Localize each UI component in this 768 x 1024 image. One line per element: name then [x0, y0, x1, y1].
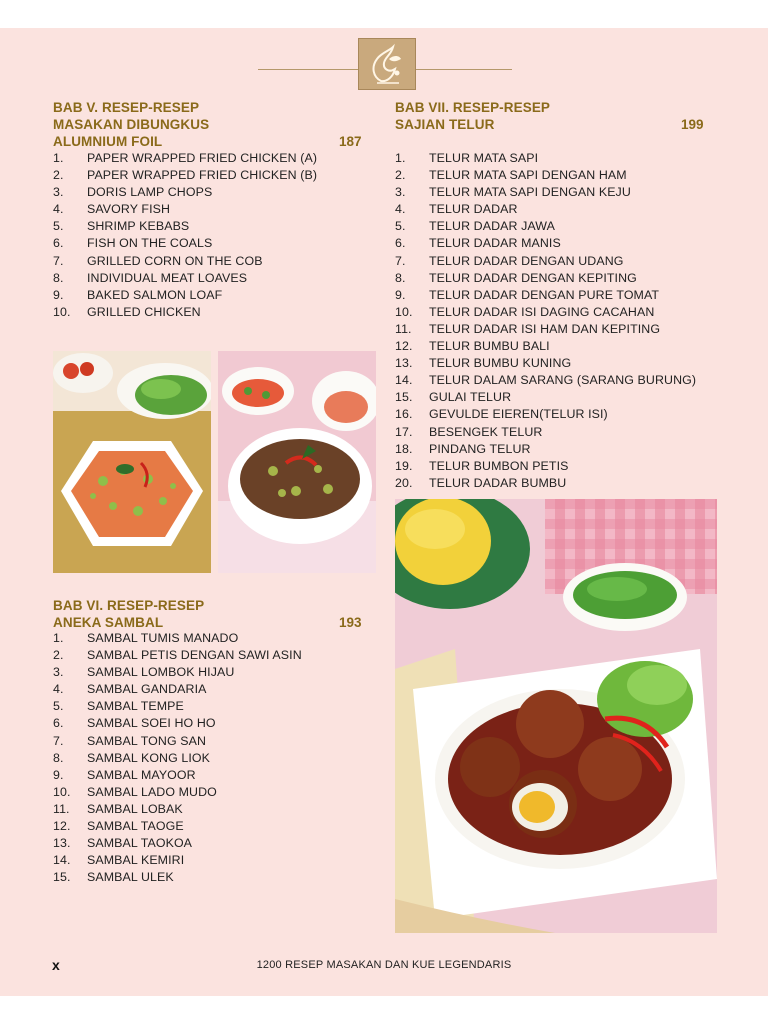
recipe-item [53, 218, 373, 235]
recipe-name: SAMBAL TAOKOA [87, 836, 193, 851]
chapter-v-title-line: BAB V. RESEP-RESEP [53, 100, 200, 115]
recipe-name: SAMBAL PETIS DENGAN SAWI ASIN [87, 648, 302, 663]
recipe-item [53, 150, 373, 167]
recipe-number: 3. [53, 185, 64, 200]
chapter-vi-title-line: BAB VI. RESEP-RESEP [53, 598, 205, 613]
recipe-number: 2. [395, 168, 406, 183]
recipe-item [395, 235, 725, 252]
recipe-number: 20. [395, 475, 413, 490]
recipe-name: INDIVIDUAL MEAT LOAVES [87, 270, 248, 285]
recipe-name: SAVORY FISH [87, 202, 171, 217]
recipe-number: 5. [53, 219, 64, 234]
recipe-name: SAMBAL LOBAK [87, 801, 183, 816]
recipe-number: 18. [395, 441, 413, 456]
recipe-item [53, 750, 373, 767]
recipe-item [395, 441, 725, 458]
recipe-item [395, 458, 725, 475]
recipe-name: TELUR MATA SAPI DENGAN KEJU [429, 185, 631, 200]
recipe-name: TELUR DADAR BUMBU [429, 475, 567, 490]
recipe-name: SAMBAL TEMPE [87, 699, 184, 714]
recipe-name: SAMBAL TAOGE [87, 819, 184, 834]
sambal-dish-photo [53, 351, 211, 573]
recipe-item [53, 235, 373, 252]
recipe-item [395, 338, 725, 355]
recipe-name: SAMBAL MAYOOR [87, 767, 196, 782]
recipe-number: 10. [395, 304, 413, 319]
recipe-number: 17. [395, 424, 413, 439]
recipe-number: 13. [395, 356, 413, 371]
recipe-number: 2. [53, 648, 64, 663]
recipe-name: SAMBAL ULEK [87, 870, 174, 885]
recipe-name: SAMBAL TONG SAN [87, 733, 207, 748]
recipe-name: GULAI TELUR [429, 390, 512, 405]
recipe-name: GRILLED CORN ON THE COB [87, 253, 263, 268]
recipe-number: 8. [53, 750, 64, 765]
recipe-name: SAMBAL LADO MUDO [87, 784, 217, 799]
recipe-item [395, 287, 725, 304]
recipe-number: 12. [53, 819, 71, 834]
recipe-item [53, 287, 373, 304]
recipe-item [53, 715, 373, 732]
recipe-item [53, 630, 373, 647]
recipe-number: 13. [53, 836, 71, 851]
recipe-name: FISH ON THE COALS [87, 236, 213, 251]
recipe-number: 6. [395, 236, 406, 251]
chapter-v-title-line: ALUMNIUM FOIL [53, 134, 163, 149]
recipe-item [53, 818, 373, 835]
page-number: x [52, 957, 60, 973]
recipe-name: SAMBAL GANDARIA [87, 682, 207, 697]
recipe-name: TELUR DADAR DENGAN PURE TOMAT [429, 287, 660, 302]
recipe-number: 6. [53, 716, 64, 731]
chapter-vi-title-line: ANEKA SAMBAL [53, 615, 164, 630]
recipe-item [53, 681, 373, 698]
ornament-rule-left [258, 69, 358, 70]
recipe-name: GRILLED CHICKEN [87, 304, 201, 319]
recipe-name: TELUR MATA SAPI DENGAN HAM [429, 168, 627, 183]
recipe-number: 9. [53, 767, 64, 782]
recipe-item [395, 150, 725, 167]
recipe-item [395, 389, 725, 406]
recipe-name: PAPER WRAPPED FRIED CHICKEN (B) [87, 168, 318, 183]
recipe-item [395, 201, 725, 218]
footer-book-title: 1200 RESEP MASAKAN DAN KUE LEGENDARIS [256, 959, 512, 971]
recipe-name: BESENGEK TELUR [429, 424, 543, 439]
recipe-item [53, 733, 373, 750]
recipe-name: TELUR DADAR MANIS [429, 236, 561, 251]
recipe-name: TELUR DADAR DENGAN UDANG [429, 253, 624, 268]
recipe-name: TELUR DADAR JAWA [429, 219, 555, 234]
sambal-bowl-photo [218, 351, 376, 573]
recipe-name: SAMBAL KEMIRI [87, 853, 185, 868]
chapter-vii-title-line: SAJIAN TELUR [395, 117, 495, 132]
recipe-name: SAMBAL TUMIS MANADO [87, 631, 239, 645]
recipe-item [53, 184, 373, 201]
chapter-vii-title [395, 99, 550, 133]
recipe-name: TELUR MATA SAPI [429, 151, 539, 165]
recipe-item [53, 852, 373, 869]
chapter-v-title [53, 99, 209, 150]
recipe-item [53, 698, 373, 715]
recipe-name: TELUR DADAR [429, 202, 518, 217]
recipe-number: 16. [395, 407, 413, 422]
recipe-name: TELUR DADAR ISI DAGING CACAHAN [429, 304, 655, 319]
recipe-number: 3. [53, 665, 64, 680]
recipe-number: 7. [53, 733, 64, 748]
recipe-number: 3. [395, 185, 406, 200]
recipe-number: 10. [53, 784, 71, 799]
recipe-item [53, 784, 373, 801]
recipe-number: 9. [53, 287, 64, 302]
recipe-number: 14. [53, 853, 71, 868]
recipe-number: 15. [395, 390, 413, 405]
recipe-number: 6. [53, 236, 64, 251]
recipe-number: 7. [395, 253, 406, 268]
recipe-item [395, 406, 725, 423]
recipe-number: 8. [53, 270, 64, 285]
chapter-v-recipe-list [53, 150, 373, 321]
recipe-number: 12. [395, 339, 413, 354]
recipe-name: PAPER WRAPPED FRIED CHICKEN (A) [87, 151, 318, 165]
ornament-emblem-icon [358, 38, 416, 90]
recipe-item [395, 372, 725, 389]
recipe-number: 11. [53, 801, 70, 816]
recipe-item [53, 869, 373, 886]
chapter-vi-page-number: 193 [339, 615, 362, 630]
chapter-vii-recipe-list [395, 150, 725, 492]
recipe-number: 2. [53, 168, 64, 183]
recipe-item [53, 767, 373, 784]
recipe-name: PINDANG TELUR [429, 441, 531, 456]
recipe-name: DORIS LAMP CHOPS [87, 185, 213, 200]
recipe-item [53, 647, 373, 664]
recipe-name: TELUR DADAR ISI HAM DAN KEPITING [429, 321, 661, 336]
recipe-item [395, 253, 725, 270]
recipe-item [395, 167, 725, 184]
recipe-item [53, 270, 373, 287]
recipe-name: TELUR DALAM SARANG (SARANG BURUNG) [429, 373, 697, 388]
recipe-name: BAKED SALMON LOAF [87, 287, 223, 302]
recipe-name: SAMBAL SOEI HO HO [87, 716, 216, 731]
chapter-vi-recipe-list [53, 630, 373, 886]
recipe-item [53, 253, 373, 270]
recipe-number: 4. [53, 202, 64, 217]
egg-dish-photo [395, 499, 717, 933]
recipe-name: TELUR BUMBU KUNING [429, 356, 572, 371]
recipe-number: 1. [395, 151, 406, 165]
recipe-number: 8. [395, 270, 406, 285]
recipe-number: 14. [395, 373, 413, 388]
recipe-item [395, 304, 725, 321]
recipe-number: 15. [53, 870, 71, 885]
recipe-item [395, 270, 725, 287]
recipe-name: GEVULDE EIEREN(TELUR ISI) [429, 407, 608, 422]
recipe-number: 10. [53, 304, 71, 319]
recipe-number: 19. [395, 458, 413, 473]
recipe-item [53, 201, 373, 218]
recipe-item [53, 801, 373, 818]
recipe-item [53, 304, 373, 321]
recipe-name: TELUR BUMBU BALI [429, 339, 550, 354]
recipe-item [395, 184, 725, 201]
recipe-number: 7. [53, 253, 64, 268]
recipe-item [395, 321, 725, 338]
chapter-vii-page-number: 199 [681, 117, 704, 132]
recipe-number: 11. [395, 321, 412, 336]
recipe-name: SAMBAL KONG LIOK [87, 750, 211, 765]
recipe-item [395, 475, 725, 492]
recipe-item [395, 355, 725, 372]
recipe-number: 5. [395, 219, 406, 234]
chapter-vii-title-line: BAB VII. RESEP-RESEP [395, 100, 551, 115]
recipe-number: 4. [395, 202, 406, 217]
recipe-name: SAMBAL LOMBOK HIJAU [87, 665, 235, 680]
recipe-number: 1. [53, 151, 64, 165]
recipe-name: SHRIMP KEBABS [87, 219, 190, 234]
recipe-item [53, 167, 373, 184]
recipe-number: 5. [53, 699, 64, 714]
recipe-number: 1. [53, 631, 64, 645]
recipe-number: 4. [53, 682, 64, 697]
recipe-name: TELUR BUMBON PETIS [429, 458, 569, 473]
recipe-item [53, 664, 373, 681]
recipe-item [395, 424, 725, 441]
chapter-vi-title [53, 597, 204, 631]
ornament-rule-right [414, 69, 512, 70]
recipe-name: TELUR DADAR DENGAN KEPITING [429, 270, 637, 285]
chapter-v-page-number: 187 [339, 134, 362, 149]
recipe-item [53, 835, 373, 852]
chapter-v-title-line: MASAKAN DIBUNGKUS [53, 117, 210, 132]
recipe-number: 9. [395, 287, 406, 302]
recipe-item [395, 218, 725, 235]
